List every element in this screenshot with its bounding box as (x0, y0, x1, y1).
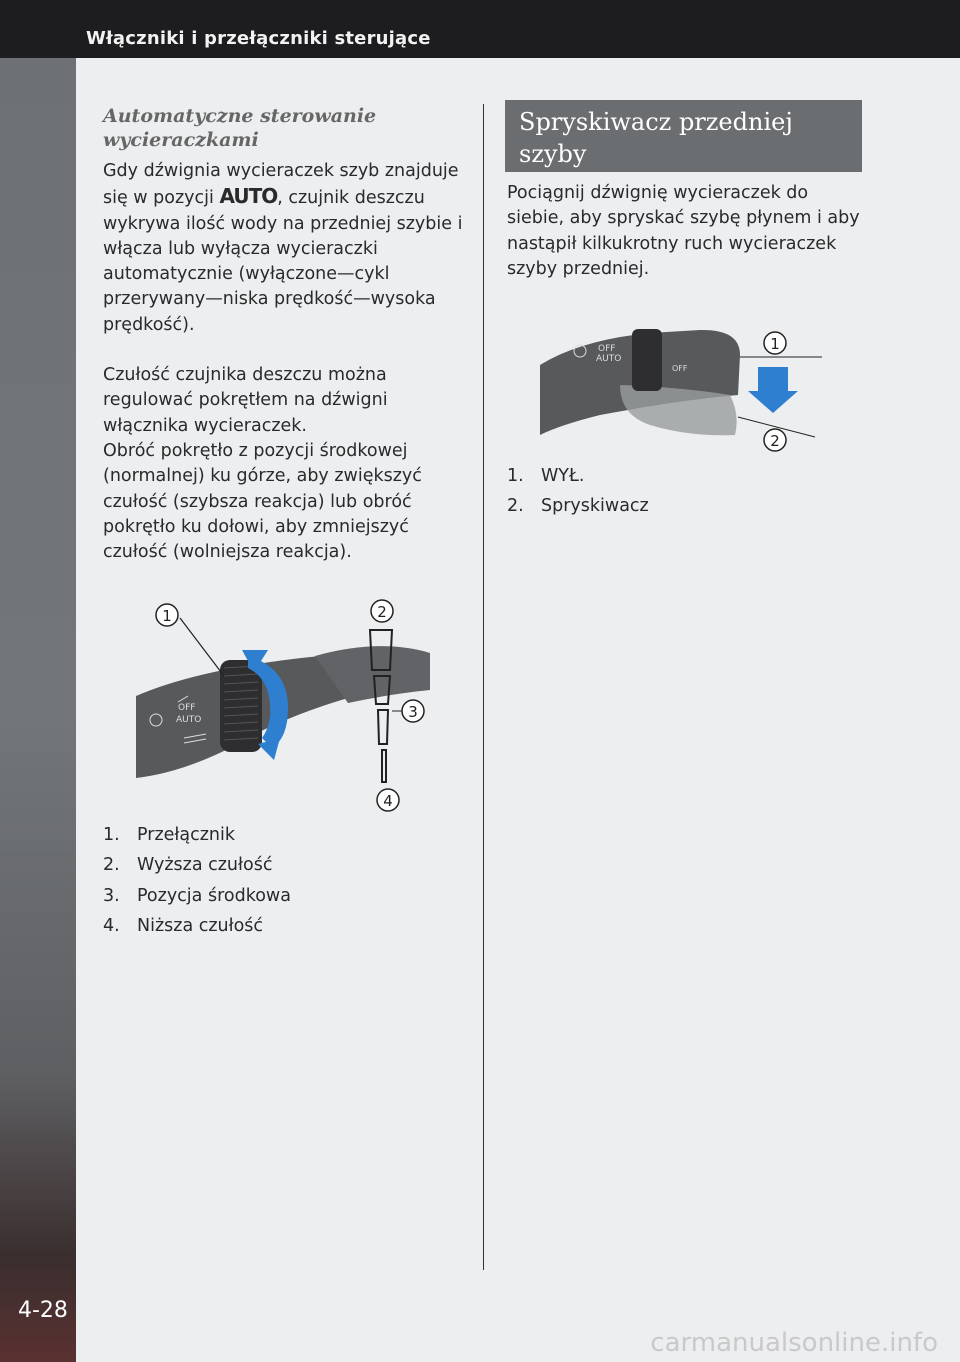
page-header (0, 0, 960, 58)
lever-label-auto: AUTO (176, 715, 202, 725)
list-item: 1. WYŁ. (507, 466, 585, 486)
paragraph-washer: Pociągnij dźwignię wycieraczek do siebie, aby spryskać szybę płynem i aby nastąpił kilkukrotny ruch wycieraczek szyby przedniej. (507, 183, 860, 279)
section-heading-washer: Spryskiwacz przedniej szyby (519, 108, 793, 168)
callout-2-label: 2 (770, 432, 780, 450)
paragraph-auto-mode (103, 159, 463, 338)
list-item: 2. Spryskiwacz (507, 496, 649, 517)
list-item: 4. Niższa czułość (103, 915, 264, 936)
lever-label-off-2: OFF (672, 364, 688, 373)
auto-symbol-icon: AUTO (219, 184, 278, 209)
left-legend (103, 825, 433, 946)
list-item: 1. Przełącznik (103, 825, 235, 845)
section-heading-auto-wipers: Automatyczne sterowanie wycieraczkami (103, 105, 377, 151)
callout-4-label: 4 (383, 792, 393, 810)
lever-label-auto: AUTO (596, 354, 622, 364)
wiper-sensitivity-figure (130, 598, 430, 813)
paragraph-sensitivity: Czułość czujnika deszczu można regulować pokrętłem na dźwigni włącznika wycieraczek. (103, 365, 388, 436)
pull-arrow-icon (748, 367, 798, 413)
callout-2-label: 2 (377, 603, 387, 621)
column-divider (483, 104, 484, 1270)
left-column (103, 104, 463, 565)
paragraph-auto-mode-part1: Gdy dźwignia wycieraczek szyb znajduje się w pozycji (103, 161, 459, 209)
watermark: carmanualsonline.info (650, 1328, 938, 1358)
paragraph-auto-mode-part2: , czujnik deszczu wykrywa ilość wody na przedniej szybie i włącza lub wyłącza wycieraczki automatycznie (wyłączone—cykl przerywany—niska prędkość—wysoka prędkość). (103, 188, 463, 335)
list-item: 2. Wyższa czułość (103, 855, 273, 876)
list-item: 3. Pozycja środkowa (103, 885, 291, 906)
lever-label-off: OFF (598, 344, 616, 354)
page-number: 4-28 (18, 1298, 68, 1323)
right-legend (507, 466, 837, 527)
header-title: Włączniki i przełączniki sterujące (86, 28, 431, 49)
sensitivity-knob (220, 660, 262, 752)
lever-knob (632, 329, 662, 391)
callout-1-label: 1 (770, 335, 780, 353)
callout-1-label: 1 (162, 607, 172, 625)
section-heading-box (505, 100, 862, 172)
lever-label-off: OFF (178, 703, 196, 713)
side-strip (0, 58, 76, 1362)
callout-3-label: 3 (408, 703, 418, 721)
right-column (507, 181, 867, 282)
washer-figure (540, 325, 830, 465)
paragraph-rotate-knob: Obróć pokrętło z pozycji środkowej (normalnej) ku górze, aby zwiększyć czułość (szybsza reakcja) lub obróć pokrętło ku dołowi, aby zmniejszyć czułość (wolniejsza reakcja). (103, 440, 422, 563)
